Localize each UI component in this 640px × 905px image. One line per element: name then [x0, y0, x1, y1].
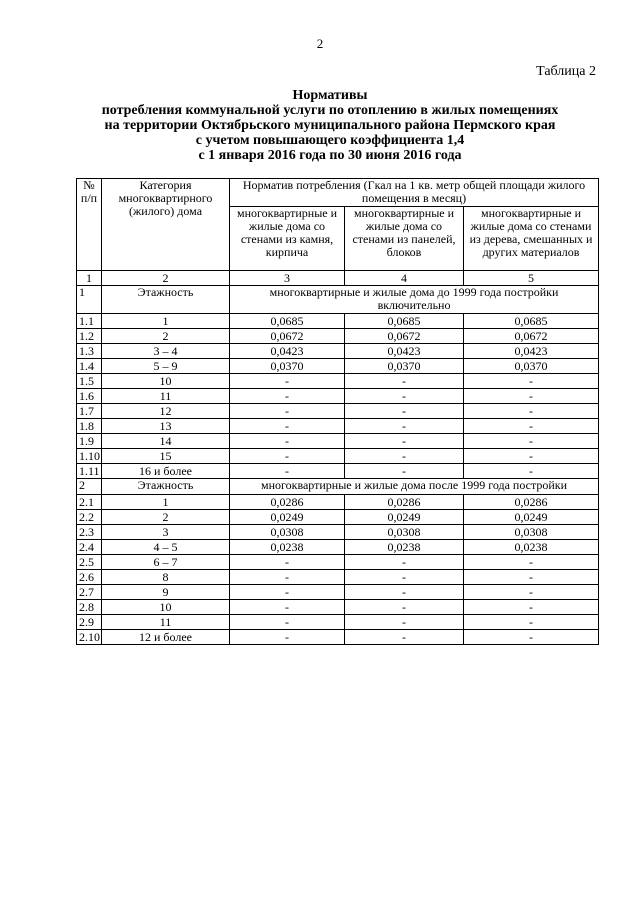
- row-floors: 10: [102, 374, 230, 389]
- table-row: [77, 570, 599, 585]
- table-row: [77, 495, 599, 510]
- row-value-panel-block: -: [345, 389, 464, 404]
- row-value-panel-block: -: [345, 630, 464, 645]
- column-number: 2: [102, 271, 230, 286]
- column-number-row: [77, 271, 599, 286]
- row-value-stone-brick: 0,0308: [230, 525, 345, 540]
- row-floors: 13: [102, 419, 230, 434]
- table-row: [77, 615, 599, 630]
- header-panel-block: многоквартирные и жилые дома со стенами из панелей, блоков: [345, 207, 464, 271]
- row-floors: 4 – 5: [102, 540, 230, 555]
- row-value-panel-block: -: [345, 570, 464, 585]
- row-value-stone-brick: 0,0423: [230, 344, 345, 359]
- row-number: 1.7: [77, 404, 102, 419]
- section-row: [77, 286, 599, 314]
- table-row: [77, 374, 599, 389]
- row-value-stone-brick: -: [230, 434, 345, 449]
- row-value-wood-mixed: -: [464, 404, 599, 419]
- row-value-stone-brick: -: [230, 419, 345, 434]
- row-number: 1.5: [77, 374, 102, 389]
- row-value-wood-mixed: 0,0238: [464, 540, 599, 555]
- row-floors: 16 и более: [102, 464, 230, 479]
- row-value-stone-brick: -: [230, 464, 345, 479]
- row-floors: 12: [102, 404, 230, 419]
- row-floors: 1: [102, 314, 230, 329]
- row-value-stone-brick: 0,0370: [230, 359, 345, 374]
- row-floors: 2: [102, 329, 230, 344]
- row-value-wood-mixed: 0,0685: [464, 314, 599, 329]
- row-number: 1.1: [77, 314, 102, 329]
- table-row: [77, 359, 599, 374]
- row-value-stone-brick: -: [230, 449, 345, 464]
- row-floors: 8: [102, 570, 230, 585]
- table-row: [77, 404, 599, 419]
- table-row: [77, 419, 599, 434]
- row-value-wood-mixed: -: [464, 374, 599, 389]
- row-value-stone-brick: -: [230, 630, 345, 645]
- row-value-panel-block: -: [345, 449, 464, 464]
- row-number: 1.6: [77, 389, 102, 404]
- title-line-5: с 1 января 2016 года по 30 июня 2016 года: [198, 148, 462, 163]
- row-value-wood-mixed: -: [464, 555, 599, 570]
- row-number: 2.5: [77, 555, 102, 570]
- column-number: 5: [464, 271, 599, 286]
- row-value-panel-block: 0,0672: [345, 329, 464, 344]
- row-floors: 11: [102, 389, 230, 404]
- row-value-panel-block: -: [345, 404, 464, 419]
- norms-table: [76, 178, 599, 645]
- header-wood-mixed: многоквартирные и жилые дома со стенами из дерева, смешанных и других материалов: [464, 207, 599, 271]
- row-value-panel-block: 0,0685: [345, 314, 464, 329]
- row-value-stone-brick: -: [230, 389, 345, 404]
- row-value-wood-mixed: 0,0308: [464, 525, 599, 540]
- table-row: [77, 314, 599, 329]
- title-line-4: с учетом повышающего коэффициента 1,4: [195, 133, 465, 148]
- table-row: [77, 630, 599, 645]
- row-value-wood-mixed: 0,0249: [464, 510, 599, 525]
- row-value-stone-brick: -: [230, 570, 345, 585]
- row-number: 2.2: [77, 510, 102, 525]
- title-line-2: потребления коммунальной услуги по отоплению в жилых помещениях: [101, 103, 559, 118]
- section-number: 2: [77, 479, 102, 495]
- row-number: 2.1: [77, 495, 102, 510]
- row-number: 2.7: [77, 585, 102, 600]
- row-floors: 5 – 9: [102, 359, 230, 374]
- row-value-stone-brick: -: [230, 404, 345, 419]
- title-line-1: Нормативы: [292, 88, 368, 103]
- table-row: [77, 389, 599, 404]
- row-value-stone-brick: 0,0685: [230, 314, 345, 329]
- header-num: № п/п: [77, 179, 102, 271]
- row-value-panel-block: 0,0249: [345, 510, 464, 525]
- table-row: [77, 510, 599, 525]
- row-floors: 3 – 4: [102, 344, 230, 359]
- section-label: Этажность: [102, 479, 230, 495]
- row-number: 2.3: [77, 525, 102, 540]
- row-value-wood-mixed: -: [464, 600, 599, 615]
- row-value-stone-brick: -: [230, 555, 345, 570]
- row-value-panel-block: 0,0423: [345, 344, 464, 359]
- header-category: Категория многоквартирного (жилого) дома: [102, 179, 230, 271]
- row-value-wood-mixed: -: [464, 570, 599, 585]
- row-value-panel-block: -: [345, 615, 464, 630]
- row-value-stone-brick: -: [230, 615, 345, 630]
- row-value-panel-block: -: [345, 585, 464, 600]
- row-number: 2.9: [77, 615, 102, 630]
- row-floors: 9: [102, 585, 230, 600]
- document-title: [60, 88, 600, 163]
- row-value-panel-block: -: [345, 555, 464, 570]
- row-value-wood-mixed: -: [464, 585, 599, 600]
- section-description: многоквартирные и жилые дома после 1999 года постройки: [230, 479, 599, 495]
- row-value-panel-block: 0,0238: [345, 540, 464, 555]
- row-number: 2.4: [77, 540, 102, 555]
- row-value-wood-mixed: 0,0370: [464, 359, 599, 374]
- row-floors: 10: [102, 600, 230, 615]
- row-floors: 3: [102, 525, 230, 540]
- section-row: [77, 479, 599, 495]
- row-value-wood-mixed: -: [464, 464, 599, 479]
- row-value-panel-block: -: [345, 600, 464, 615]
- row-number: 1.8: [77, 419, 102, 434]
- row-floors: 11: [102, 615, 230, 630]
- header-stone-brick: многоквартирные и жилые дома со стенами из камня, кирпича: [230, 207, 345, 271]
- table-row: [77, 585, 599, 600]
- row-value-panel-block: -: [345, 374, 464, 389]
- row-number: 2.8: [77, 600, 102, 615]
- row-value-wood-mixed: -: [464, 419, 599, 434]
- section-description: многоквартирные и жилые дома до 1999 года постройки включительно: [230, 286, 599, 314]
- row-value-panel-block: -: [345, 434, 464, 449]
- row-value-wood-mixed: -: [464, 434, 599, 449]
- row-value-stone-brick: 0,0672: [230, 329, 345, 344]
- section-label: Этажность: [102, 286, 230, 314]
- section-number: 1: [77, 286, 102, 314]
- row-value-stone-brick: -: [230, 374, 345, 389]
- row-value-wood-mixed: 0,0286: [464, 495, 599, 510]
- table-row: [77, 344, 599, 359]
- row-floors: 2: [102, 510, 230, 525]
- row-number: 1.11: [77, 464, 102, 479]
- title-line-3: на территории Октябрьского муниципального района Пермского края: [104, 118, 556, 133]
- row-value-wood-mixed: 0,0672: [464, 329, 599, 344]
- page-number: 2: [316, 36, 324, 51]
- column-number: 1: [77, 271, 102, 286]
- row-value-panel-block: -: [345, 464, 464, 479]
- row-value-panel-block: 0,0370: [345, 359, 464, 374]
- row-value-panel-block: -: [345, 419, 464, 434]
- column-number: 4: [345, 271, 464, 286]
- row-floors: 1: [102, 495, 230, 510]
- row-value-panel-block: 0,0286: [345, 495, 464, 510]
- table-label: Таблица 2: [536, 64, 596, 79]
- row-floors: 6 – 7: [102, 555, 230, 570]
- column-number: 3: [230, 271, 345, 286]
- row-floors: 14: [102, 434, 230, 449]
- row-value-wood-mixed: 0,0423: [464, 344, 599, 359]
- row-number: 2.10: [77, 630, 102, 645]
- row-number: 2.6: [77, 570, 102, 585]
- row-number: 1.10: [77, 449, 102, 464]
- table-row: [77, 464, 599, 479]
- table-row: [77, 555, 599, 570]
- row-number: 1.9: [77, 434, 102, 449]
- row-number: 1.4: [77, 359, 102, 374]
- table-row: [77, 540, 599, 555]
- row-value-stone-brick: -: [230, 585, 345, 600]
- row-value-wood-mixed: -: [464, 449, 599, 464]
- table-row: [77, 600, 599, 615]
- header-norm: Норматив потребления (Гкал на 1 кв. метр общей площади жилого помещения в месяц): [230, 179, 599, 207]
- row-value-wood-mixed: -: [464, 389, 599, 404]
- row-value-stone-brick: 0,0238: [230, 540, 345, 555]
- row-value-stone-brick: 0,0286: [230, 495, 345, 510]
- table-row: [77, 525, 599, 540]
- row-number: 1.2: [77, 329, 102, 344]
- row-value-wood-mixed: -: [464, 630, 599, 645]
- table-row: [77, 329, 599, 344]
- row-value-wood-mixed: -: [464, 615, 599, 630]
- table-row: [77, 434, 599, 449]
- row-number: 1.3: [77, 344, 102, 359]
- table-row: [77, 449, 599, 464]
- row-value-stone-brick: -: [230, 600, 345, 615]
- row-floors: 12 и более: [102, 630, 230, 645]
- row-value-panel-block: 0,0308: [345, 525, 464, 540]
- row-value-stone-brick: 0,0249: [230, 510, 345, 525]
- row-floors: 15: [102, 449, 230, 464]
